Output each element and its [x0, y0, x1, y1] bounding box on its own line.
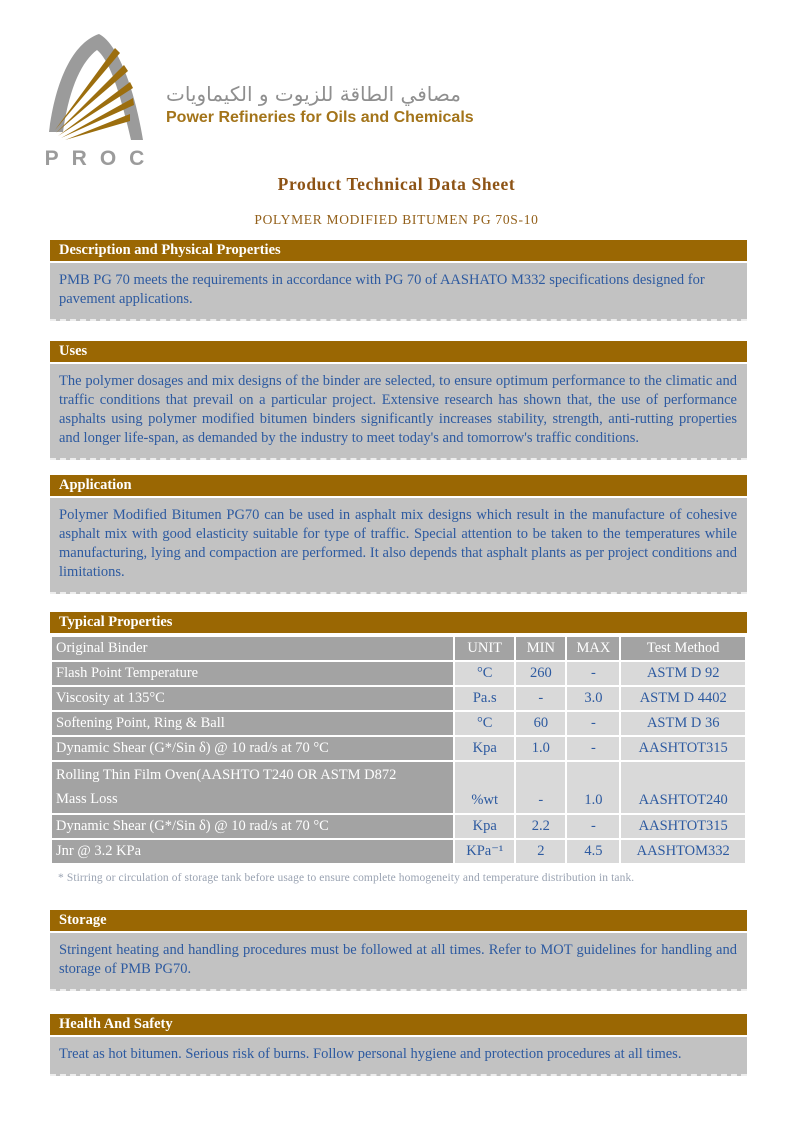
unit-cell: Kpa [454, 736, 515, 761]
property-cell: Jnr @ 3.2 KPa [51, 839, 454, 864]
unit-cell: KPa⁻¹ [454, 839, 515, 864]
min-cell: 2.2 [515, 814, 566, 839]
min-cell: 2 [515, 839, 566, 864]
max-cell: 1.0 [566, 761, 620, 814]
section-body: The polymer dosages and mix designs of the binder are selected, to ensure optimum performance to the climatic and traffic conditions that prevail on a particular project. Extensive research has shown that, the use of performance asphalts using polymer modified bitumen binders significantly increases stability, strength, anti-rutting properties and longer life-span, as demanded by the industry to meet today's and tomorrow's traffic conditions. [50, 364, 747, 460]
unit-cell: °C [454, 661, 515, 686]
min-cell: 1.0 [515, 736, 566, 761]
section-description [50, 240, 747, 321]
document-title: Product Technical Data Sheet [277, 174, 516, 194]
section-heading: Health And Safety [50, 1014, 747, 1035]
method-cell: ASTM D 4402 [620, 686, 746, 711]
table-row [51, 711, 746, 736]
proc-arch-logo-icon [39, 28, 157, 140]
property-cell: Dynamic Shear (G*/Sin δ) @ 10 rad/s at 70 °C [51, 814, 454, 839]
max-cell: - [566, 736, 620, 761]
max-cell: - [566, 711, 620, 736]
brand-header [0, 0, 793, 170]
unit-cell: %wt [454, 761, 515, 814]
method-cell: ASTM D 36 [620, 711, 746, 736]
max-cell: 4.5 [566, 839, 620, 864]
method-cell: AASHTOT315 [620, 814, 746, 839]
property-cell: Softening Point, Ring & Ball [51, 711, 454, 736]
property-cell: Rolling Thin Film Oven(AASHTO T240 OR ASTM D872 Mass Loss [51, 761, 454, 814]
section-body: Treat as hot bitumen. Serious risk of burns. Follow personal hygiene and protection procedures at all times. [50, 1037, 747, 1076]
section-body: PMB PG 70 meets the requirements in accordance with PG 70 of AASHATO M332 specifications designed for pavement applications. [50, 263, 747, 321]
table-header-row [51, 636, 746, 661]
section-heading: Storage [50, 910, 747, 931]
table-row [51, 761, 746, 814]
column-header-property: Original Binder [51, 636, 454, 661]
property-cell: Viscosity at 135°C [51, 686, 454, 711]
column-header-max: MAX [566, 636, 620, 661]
section-heading: Typical Properties [50, 612, 747, 633]
max-cell: 3.0 [566, 686, 620, 711]
section-application [50, 475, 747, 594]
column-header-test-method: Test Method [620, 636, 746, 661]
section-body: Polymer Modified Bitumen PG70 can be used in asphalt mix designs which result in the manufacture of cohesive asphalt mix with good elasticity suitable for type of traffic. Special attention to be taken to the temperatures while manufacturing, lying and compaction are performed. It also depends that asphalt plants as per project conditions and limitations. [50, 498, 747, 594]
properties-table-body [51, 661, 746, 864]
document-subtitle: POLYMER MODIFIED BITUMEN PG 70S-10 [254, 212, 539, 227]
table-footnote: * Stirring or circulation of storage tank before usage to ensure complete homogeneity and temperature distribution in tank. [58, 872, 635, 884]
table-row [51, 839, 746, 864]
section-heading: Application [50, 475, 747, 496]
max-cell: - [566, 661, 620, 686]
table-row [51, 814, 746, 839]
min-cell: - [515, 761, 566, 814]
method-cell: AASHTOT240 [620, 761, 746, 814]
table-row [51, 661, 746, 686]
method-cell: ASTM D 92 [620, 661, 746, 686]
unit-cell: °C [454, 711, 515, 736]
min-cell: 260 [515, 661, 566, 686]
method-cell: AASHTOM332 [620, 839, 746, 864]
method-cell: AASHTOT315 [620, 736, 746, 761]
unit-cell: Kpa [454, 814, 515, 839]
section-uses [50, 341, 747, 460]
company-name-arabic: مصافي الطاقة للزيوت و الكيماويات [166, 82, 461, 106]
max-cell: - [566, 814, 620, 839]
section-heading: Description and Physical Properties [50, 240, 747, 261]
brand-text [166, 82, 474, 138]
section-heading: Uses [50, 341, 747, 362]
min-cell: - [515, 686, 566, 711]
property-cell: Flash Point Temperature [51, 661, 454, 686]
section-health-safety [50, 1014, 747, 1076]
unit-cell: Pa.s [454, 686, 515, 711]
company-tagline: Power Refineries for Oils and Chemicals [166, 109, 474, 126]
logo-acronym: PROC [44, 147, 158, 170]
column-header-unit: UNIT [454, 636, 515, 661]
section-storage [50, 910, 747, 991]
column-header-min: MIN [515, 636, 566, 661]
table-row [51, 686, 746, 711]
properties-table [50, 635, 747, 865]
section-body: Stringent heating and handling procedures must be followed at all times. Refer to MOT guidelines for handling and storage of PMB PG70. [50, 933, 747, 991]
min-cell: 60 [515, 711, 566, 736]
company-logo [38, 28, 158, 170]
table-row [51, 736, 746, 761]
section-typical-properties [50, 612, 747, 865]
property-cell: Dynamic Shear (G*/Sin δ) @ 10 rad/s at 70 °C [51, 736, 454, 761]
